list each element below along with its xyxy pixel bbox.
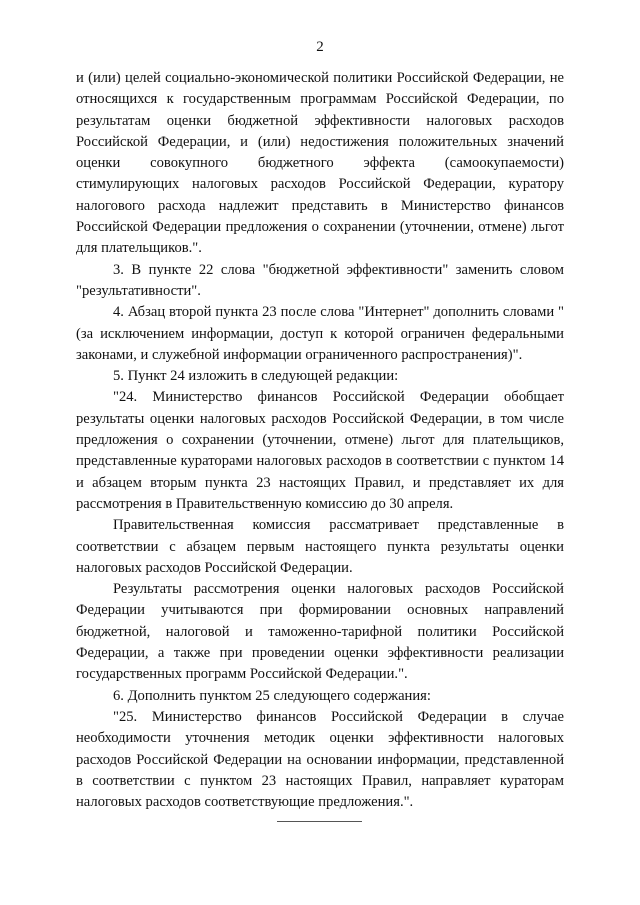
paragraph: 4. Абзац второй пункта 23 после слова "Интернет" дополнить словами "(за исключением информации, доступ к которой ограничен федеральными законами, и служебной информации ограниченного распространения)".: [76, 304, 564, 363]
paragraph: Результаты рассмотрения оценки налоговых расходов Российской Федерации учитываются при формировании основных направлений бюджетной, налоговой и таможенно-тарифной политики Российской Федерации, а также при проведении оценки эффективности реализации государственных программ Российской Федерации.".: [76, 581, 564, 683]
paragraph: 3. В пункте 22 слова "бюджетной эффективности" заменить словом "результативности".: [76, 261, 564, 299]
footer-divider: [277, 821, 362, 822]
paragraph: 6. Дополнить пунктом 25 следующего содержания:: [113, 687, 431, 704]
paragraph: 5. Пункт 24 изложить в следующей редакции:: [113, 368, 399, 385]
page-number: 2: [316, 39, 324, 55]
paragraph: "25. Министерство финансов Российской Федерации в случае необходимости уточнения методик оценки эффективности налоговых расходов Российской Федерации на основании информации, представленной в соответствии с пунктом 23 настоящих Правил, направляет кураторам налоговых расходов соответствующие предложения.".: [76, 708, 564, 811]
paragraph: и (или) целей социально-экономической политики Российской Федерации, не относящихся к государственным программам Российской Федерации, по результатам оценки бюджетной эффективности налоговых расходов Российской Федерации, и (или) недостижения положительных значений оценки совокупного бюджетного эффекта (самоокупаемости) стимулирующих налоговых расходов Российской Федерации, куратору налогового расхода надлежит представить в Министерство финансов Российской Федерации предложения о сохранении (уточнении, отмене) льгот для плательщиков.".: [76, 70, 564, 257]
document-body: [76, 68, 564, 813]
paragraph: Правительственная комиссия рассматривает представленные в соответствии с абзацем первым настоящего пункта результаты оценки налоговых расходов Российской Федерации.: [76, 517, 564, 576]
paragraph: "24. Министерство финансов Российской Федерации обобщает результаты оценки налоговых расходов Российской Федерации, в том числе предложения о сохранении (уточнении, отмене) льгот для плательщиков, представленные кураторами налоговых расходов в соответствии с пунктом 14 и абзацем вторым пункта 23 настоящих Правил, и представляет их для рассмотрения в Правительственную комиссию до 30 апреля.: [76, 389, 564, 512]
